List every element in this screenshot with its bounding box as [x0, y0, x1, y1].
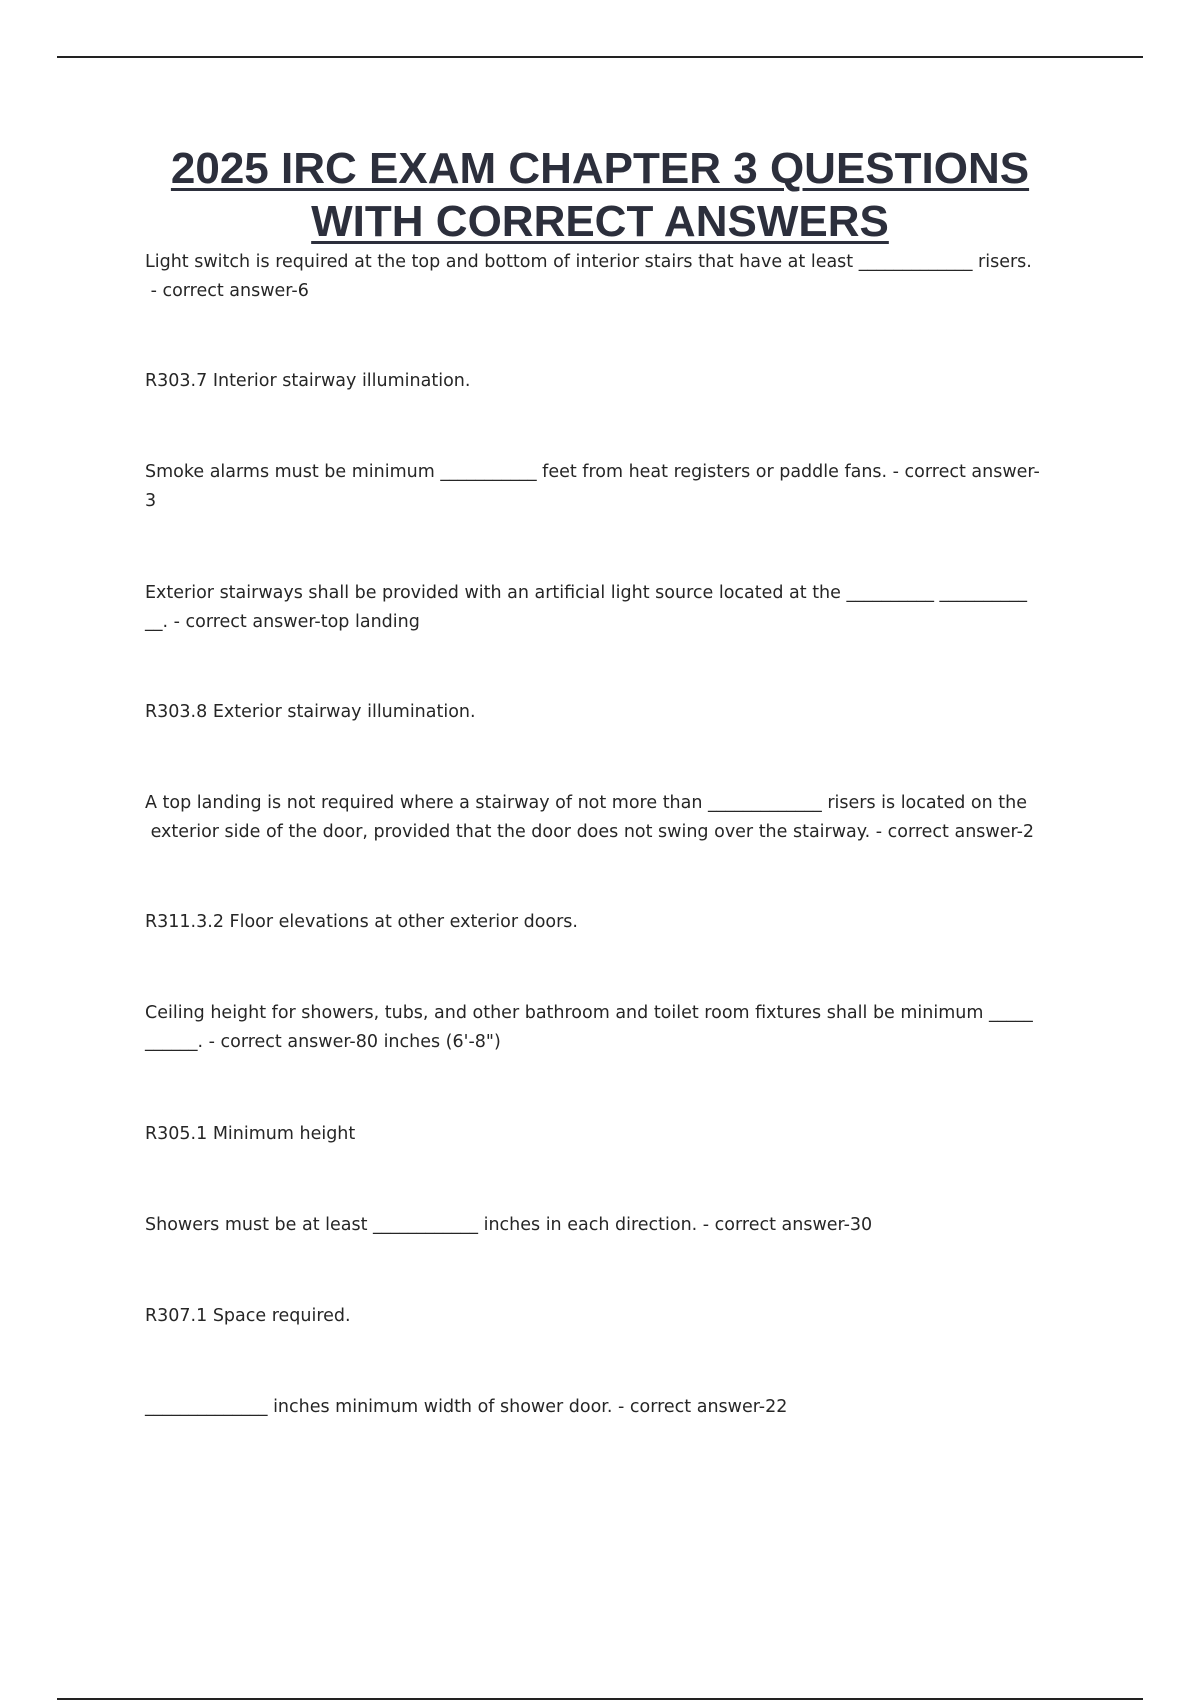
reference-r303-7: R303.7 Interior stairway illumination. [145, 371, 471, 391]
question-top-landing-risers: A top landing is not required where a stairway of not more than _____________ risers is located on the exterior side of the door, provided that the door does not swing over the stairway. - correct answer-2 [145, 793, 1035, 842]
page-title [100, 142, 1100, 248]
reference-r311-3-2: R311.3.2 Floor elevations at other exterior doors. [145, 912, 578, 932]
reference-r305-1: R305.1 Minimum height [145, 1124, 356, 1144]
question-smoke-alarm-distance: Smoke alarms must be minimum ___________ feet from heat registers or paddle fans. - correct answer- 3 [145, 462, 1040, 511]
question-exterior-stair-light: Exterior stairways shall be provided with an artificial light source located at the __________ __________ __. - correct answer-top landing [145, 583, 1028, 632]
reference-r303-8: R303.8 Exterior stairway illumination. [145, 702, 476, 722]
header-rule [57, 56, 1143, 58]
question-shower-door-width: ______________ inches minimum width of shower door. - correct answer-22 [145, 1397, 788, 1417]
reference-r307-1: R307.1 Space required. [145, 1306, 351, 1326]
title-line-2: WITH CORRECT ANSWERS [311, 197, 889, 246]
title-line-1: 2025 IRC EXAM CHAPTER 3 QUESTIONS [170, 144, 1030, 193]
question-bathroom-ceiling-height: Ceiling height for showers, tubs, and other bathroom and toilet room fixtures shall be minimum _____ ______. - correct answer-80 inches (6'-8") [145, 1003, 1033, 1052]
question-interior-stair-light-switch: Light switch is required at the top and bottom of interior stairs that have at least _____________ risers. - correct answer-6 [145, 252, 1032, 301]
question-shower-size: Showers must be at least ____________ inches in each direction. - correct answer-30 [145, 1215, 873, 1235]
